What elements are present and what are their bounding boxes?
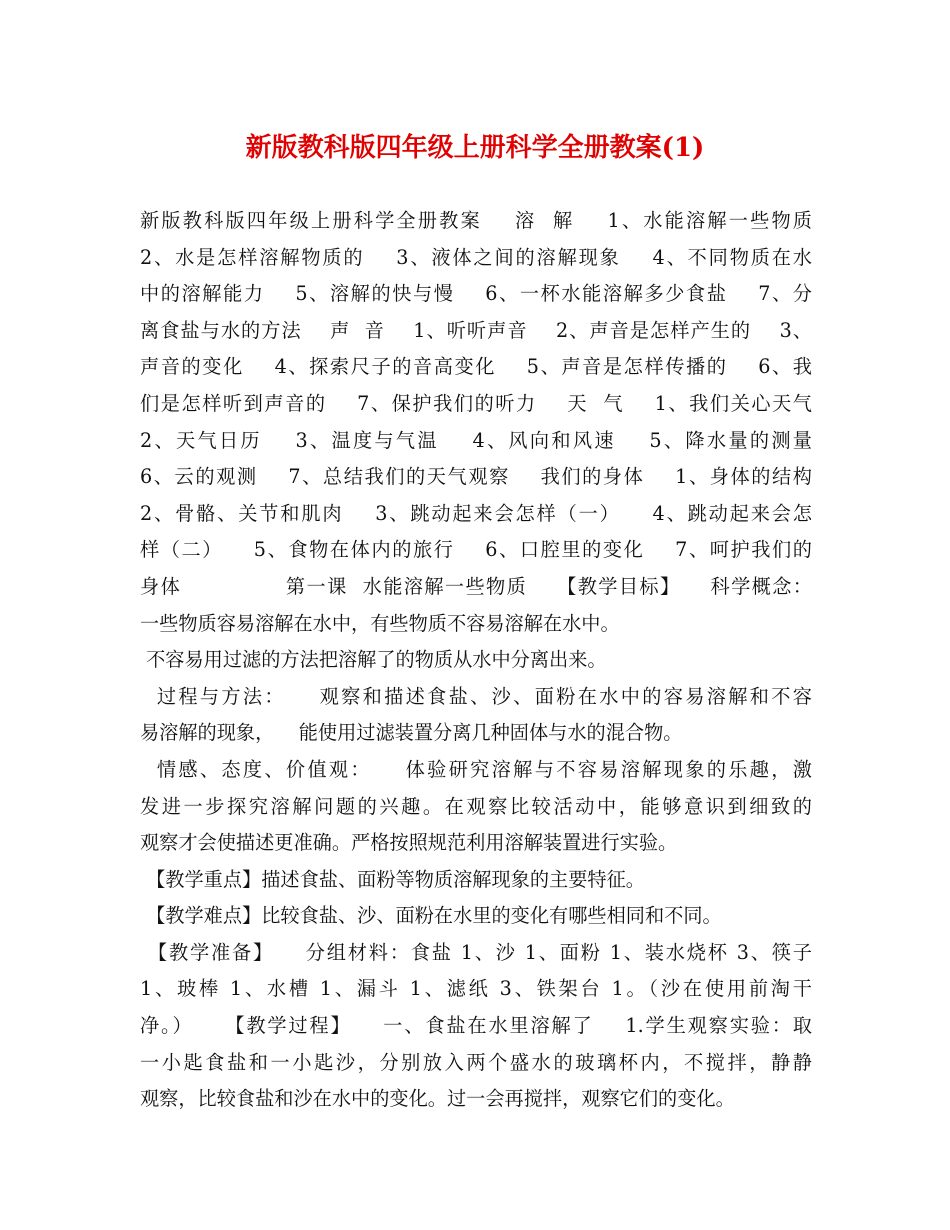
paragraph-line: 不容易用过滤的方法把溶解了的物质从水中分离出来。 <box>140 648 607 672</box>
paragraph-line: 2、水是怎样溶解物质的 3、液体之间的溶解现象 4、不同物质在水 <box>140 245 812 269</box>
paragraph-line: 情感、态度、价值观： 体验研究溶解与不容易溶解现象的乐趣，激 <box>140 757 812 781</box>
paragraph-line: 发进一步探究溶解问题的兴趣。在观察比较活动中，能够意识到细致的 <box>140 794 812 818</box>
paragraph-line: 2、天气日历 3、温度与气温 4、风向和风速 5、降水量的测量 <box>140 428 812 452</box>
paragraph-line: 新版教科版四年级上册科学全册教案 溶 解 1、水能溶解一些物质 <box>140 209 812 232</box>
paragraph-line: 样（二） 5、食物在体内的旅行 6、口腔里的变化 7、呵护我们的 <box>140 538 812 562</box>
paragraph-line: 【教学难点】比较食盐、沙、面粉在水里的变化有哪些相同和不同。 <box>140 904 722 928</box>
paragraph-line: 离食盐与水的方法 声 音 1、听听声音 2、声音是怎样产生的 3、 <box>140 318 812 342</box>
paragraph-line: 声音的变化 4、探索尺子的音高变化 5、声音是怎样传播的 6、我 <box>140 355 812 379</box>
paragraph-line: 净。） 【教学过程】 一、食盐在水里溶解了 1.学生观察实验：取 <box>140 1014 812 1038</box>
paragraph-line: 观察，比较食盐和沙在水中的变化。过一会再搅拌，观察它们的变化。 <box>140 1087 735 1111</box>
paragraph-line: 观察才会使描述更准确。严格按照规范利用溶解装置进行实验。 <box>140 831 678 855</box>
paragraph-line: 一小匙食盐和一小匙沙，分别放入两个盛水的玻璃杯内，不搅拌，静静 <box>140 1050 812 1074</box>
paragraph-line: 过程与方法： 观察和描述食盐、沙、面粉在水中的容易溶解和不容 <box>140 684 812 708</box>
page-title: 新版教科版四年级上册科学全册教案(1) <box>245 133 705 163</box>
paragraph-line: 们是怎样听到声音的 7、保护我们的听力 天 气 1、我们关心天气 <box>140 391 812 415</box>
paragraph-line: 中的溶解能力 5、溶解的快与慢 6、一杯水能溶解多少食盐 7、分 <box>140 282 812 306</box>
paragraph-line: 2、骨骼、关节和肌肉 3、跳动起来会怎样（一） 4、跳动起来会怎 <box>140 501 812 525</box>
paragraph-line: 一些物质容易溶解在水中，有些物质不容易溶解在水中。 <box>140 611 620 635</box>
paragraph-line: 1、玻棒 1、水槽 1、漏斗 1、滤纸 3、铁架台 1。（沙在使用前淘干 <box>140 977 812 1001</box>
paragraph-line: 【教学重点】描述食盐、面粉等物质溶解现象的主要特征。 <box>140 867 645 891</box>
paragraph-line: 【教学准备】 分组材料：食盐 1、沙 1、面粉 1、装水烧杯 3、筷子 <box>140 940 812 964</box>
paragraph-line: 身体 第一课 水能溶解一些物质 【教学目标】 科学概念： <box>140 574 812 598</box>
document-body <box>140 203 812 1118</box>
paragraph-line: 易溶解的现象， 能使用过滤装置分离几种固体与水的混合物。 <box>140 721 683 745</box>
paragraph-line: 6、云的观测 7、总结我们的天气观察 我们的身体 1、身体的结构 <box>140 465 812 489</box>
